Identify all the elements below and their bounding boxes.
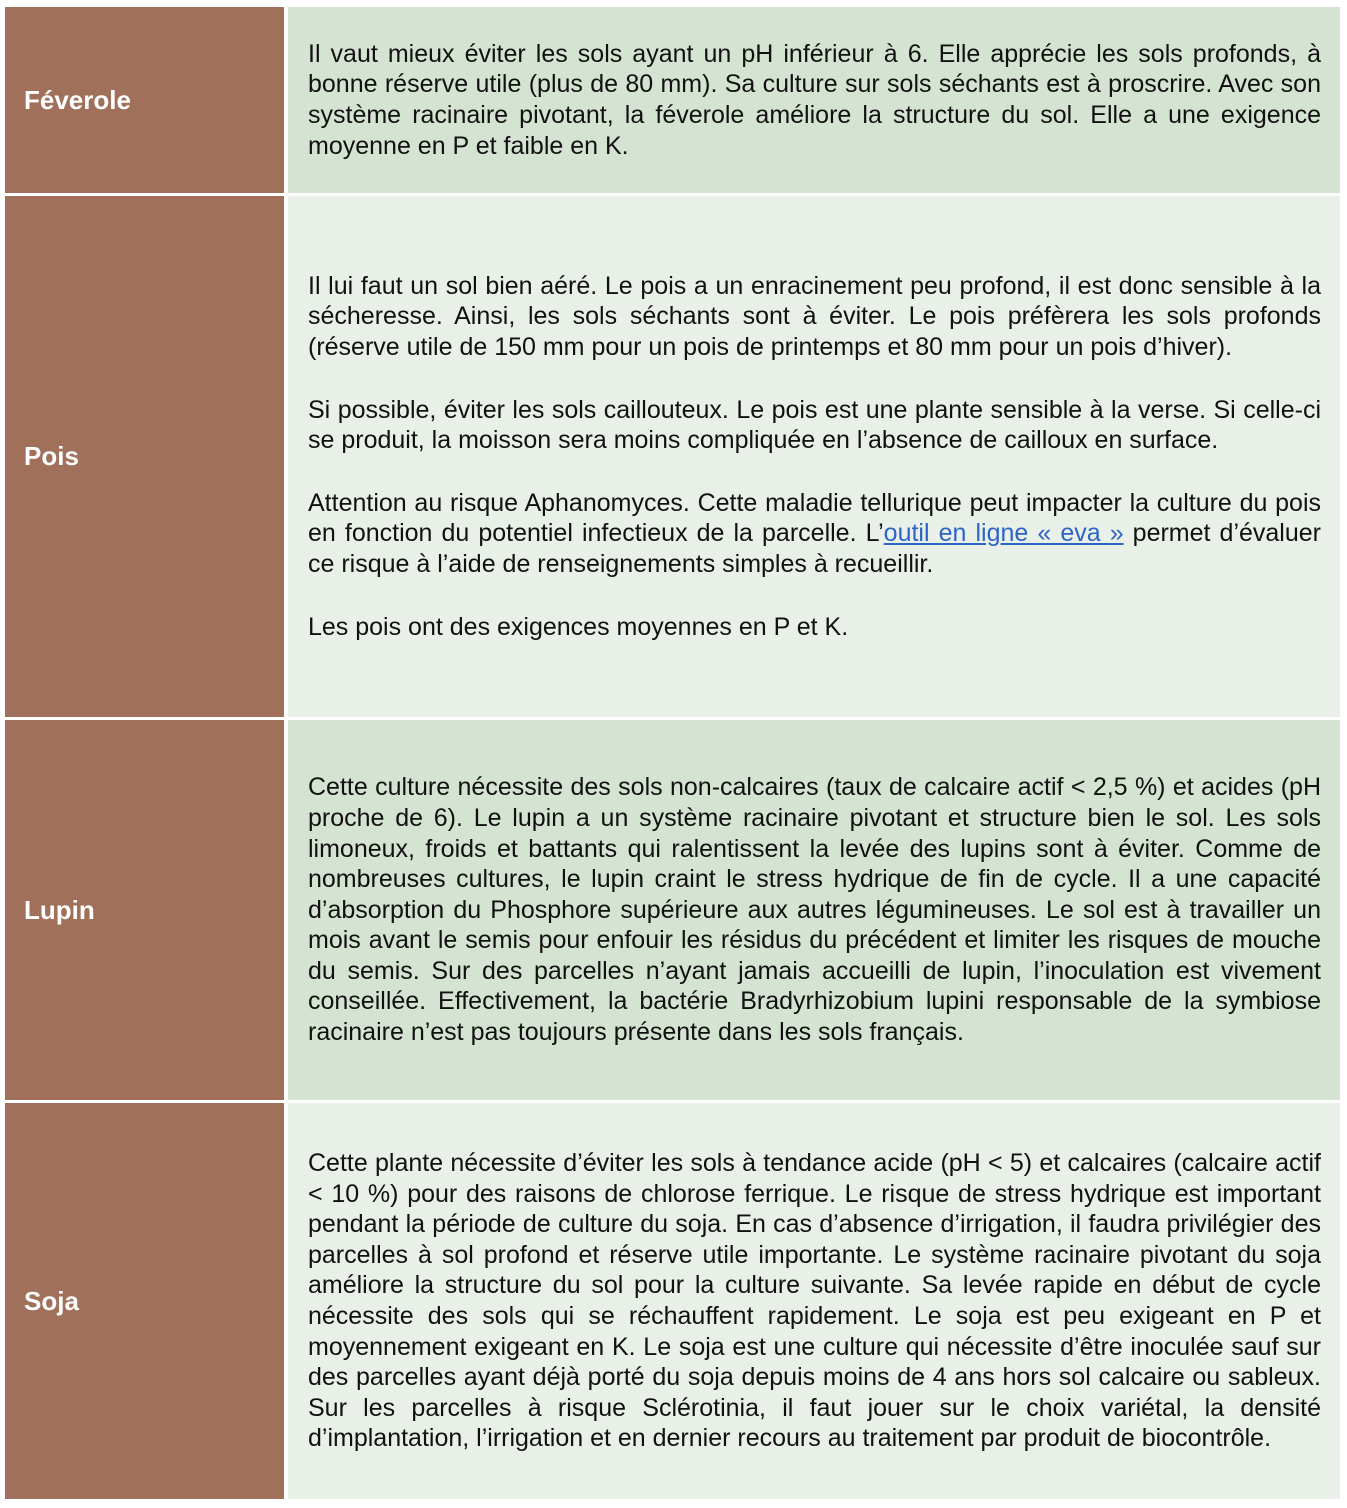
crop-label-feverole: Féverole	[5, 7, 288, 196]
paragraph: Cette culture nécessite des sols non-calcaires (taux de calcaire actif < 2,5 %) et acides (pH proche de 6). Le lupin a un système racinaire pivotant et structure bien le sol. Les sols limoneux, froids et battants qui ralentissent la levée des lupins sont à éviter. Comme de nombreuses cultures, le lupin craint le stress hydrique de fin de cycle. Il a une capacité d’absorption du Phosphore supérieure aux autres légumineuses. Le sol est à travailler un mois avant le semis pour enfouir les résidus du précédent et limiter les risques de mouche du semis. Sur des parcelles n’ayant jamais accueilli de lupin, l’inoculation est vivement conseillée. Effectivement, la bactérie Bradyrhizobium lupini responsable de la symbiose racinaire n’est pas toujours présente dans les sols français.	[308, 773, 1321, 1047]
table-row-soja	[5, 1103, 1340, 1502]
paragraph-text: permet d’évaluer ce risque à l’aide de renseignements simples à recueillir.	[308, 519, 1321, 578]
table-row-pois	[5, 196, 1340, 720]
paragraph	[308, 488, 1321, 580]
crop-description-pois	[288, 196, 1340, 720]
paragraph: Il lui faut un sol bien aéré. Le pois a un enracinement peu profond, il est donc sensible à la sécheresse. Ainsi, les sols séchants sont à éviter. Le pois préfèrera les sols profonds (réserve utile de 150 mm pour un pois de printemps et 80 mm pour un pois d’hiver).	[308, 271, 1321, 362]
table-row-feverole	[5, 7, 1340, 196]
crop-label-pois: Pois	[5, 196, 288, 720]
crop-description-lupin	[288, 720, 1340, 1103]
eva-tool-link[interactable]: outil en ligne « eva »	[883, 519, 1124, 548]
paragraph-text: Attention au risque Aphanomyces. Cette maladie tellurique peut impacter la culture du pois en fonction du potentiel infectieux de la parcelle. L’	[308, 488, 1321, 548]
crop-description-soja	[288, 1103, 1340, 1502]
paragraph: Les pois ont des exigences moyennes en P et K.	[308, 612, 849, 641]
table-row-lupin	[5, 720, 1340, 1103]
crop-label-lupin: Lupin	[5, 720, 288, 1103]
crop-label-soja: Soja	[5, 1103, 288, 1502]
paragraph: Il vaut mieux éviter les sols ayant un pH inférieur à 6. Elle apprécie les sols profonds, à bonne réserve utile (plus de 80 mm). Sa culture sur sols séchants est à proscrire. Avec son système racinaire pivotant, la féverole améliore la structure du sol. Elle a une exigence moyenne en P et faible en K.	[308, 39, 1321, 160]
paragraph: Cette plante nécessite d’éviter les sols à tendance acide (pH < 5) et calcaires (calcaire actif < 10 %) pour des raisons de chlorose ferrique. Le risque de stress hydrique est important pendant la période de culture du soja. En cas d’absence d’irrigation, il faudra privilégier des parcelles à sol profond et réserve utile importante. Le système racinaire pivotant du soja améliore la structure du sol pour la culture suivante. Sa levée rapide en début de cycle nécessite des sols qui se réchauffent rapidement. Le soja est peu exigeant en P et moyennement exigeant en K. Le soja est une culture qui nécessite d’être inoculée sauf sur des parcelles ayant déjà porté du soja depuis moins de 4 ans hors sol calcaire ou sableux. Sur les parcelles à risque Sclérotinia, il faut jouer sur le choix variétal, la densité d’implantation, l’irrigation et en dernier recours au traitement par produit de biocontrôle.	[308, 1149, 1321, 1453]
crop-description-feverole	[288, 7, 1340, 196]
paragraph: Si possible, éviter les sols caillouteux. Le pois est une plante sensible à la verse. Si celle-ci se produit, la moisson sera moins compliquée en l’absence de cailloux en surface.	[308, 395, 1321, 455]
crop-soil-table	[5, 7, 1340, 1502]
